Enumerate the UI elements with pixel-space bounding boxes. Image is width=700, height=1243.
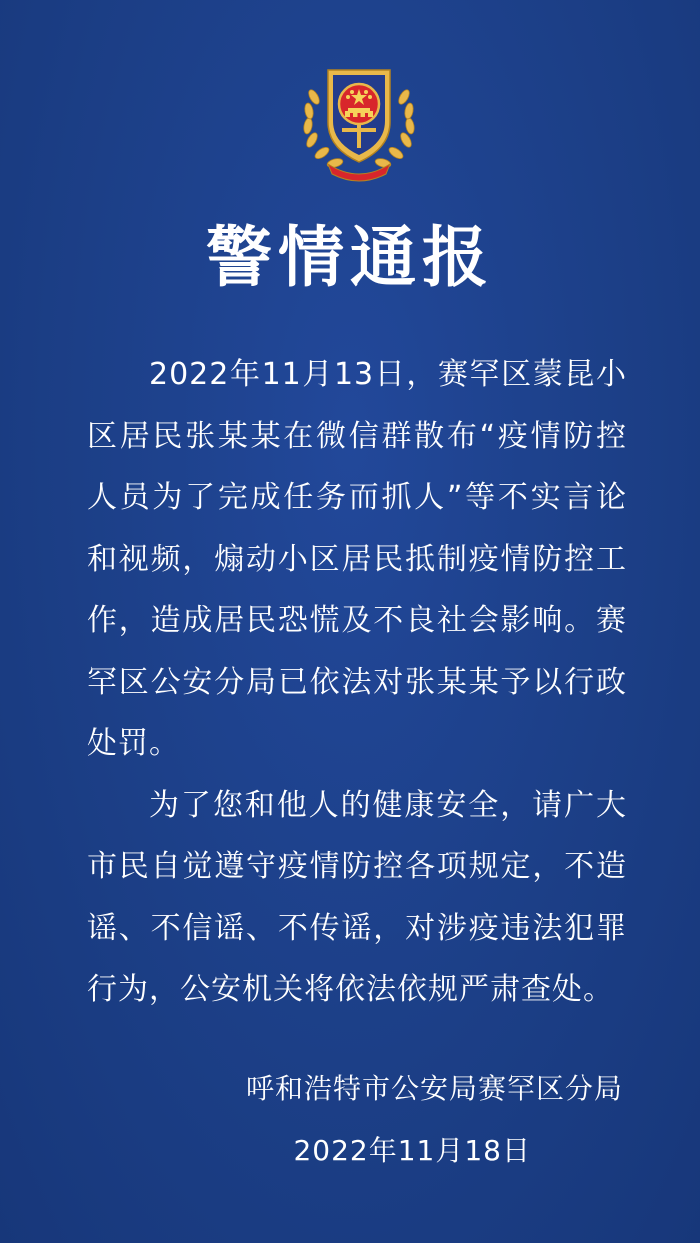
notice-title: 警情通报 <box>206 218 494 296</box>
issue-date: 2022年11月18日 <box>293 1134 531 1167</box>
police-emblem-icon <box>298 56 420 182</box>
notice-body <box>87 344 627 1021</box>
issuing-organization: 呼和浩特市公安局赛罕区分局 <box>245 1072 623 1105</box>
notice-paragraph-incident: 2022年11月13日，赛罕区蒙昆小区居民张某某在微信群散布“疫情防控人员为了完成任务而抓人”等不实言论和视频，煽动小区居民抵制疫情防控工作，造成居民恐慌及不良社会影响。赛罕区公安分局已依法对张某某予以行政处罚。 <box>87 357 627 761</box>
notice-paragraph-appeal: 为了您和他人的健康安全，请广大市民自觉遵守疫情防控各项规定，不造谣、不信谣、不传谣，对涉疫违法犯罪行为，公安机关将依法依规严肃查处。 <box>87 787 627 1007</box>
